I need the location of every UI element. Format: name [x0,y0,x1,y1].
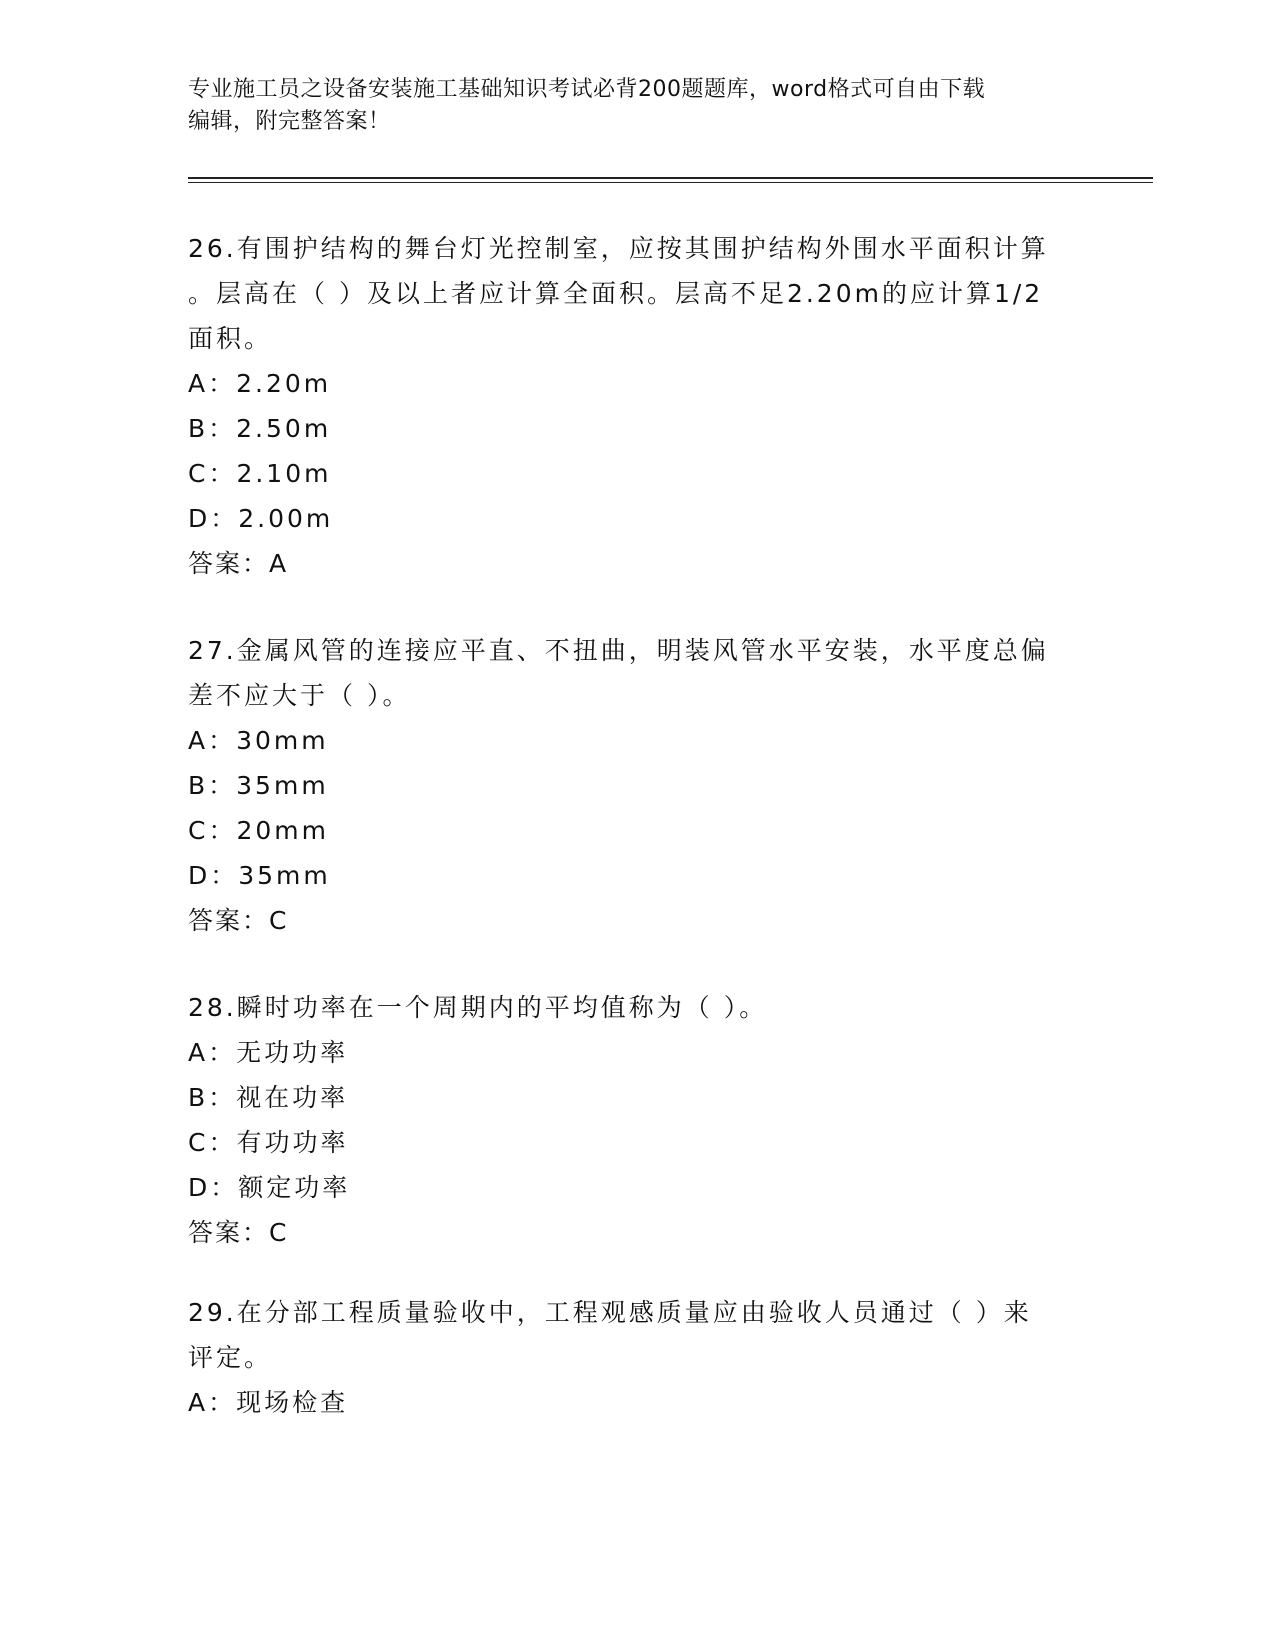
document-header [188,74,1088,138]
answer-line: 答案：C [188,906,289,935]
header-line-2: 编辑，附完整答案！ [188,109,391,134]
question-stem-line: 评定。 [188,1343,273,1372]
question-stem-line: 27.金属风管的连接应平直、不扭曲，明装风管水平安装，水平度总偏 [188,636,1049,665]
option-b: B：视在功率 [188,1083,349,1112]
question-stem-line: 28.瞬时功率在一个周期内的平均值称为（ ）。 [188,993,768,1022]
answer-line: 答案：A [188,549,289,578]
option-a: A：无功功率 [188,1038,349,1067]
question-29 [188,1290,1078,1425]
option-d: D：35mm [188,861,331,890]
header-divider-thick [188,177,1153,179]
option-b: B：35mm [188,771,329,800]
option-c: C：20mm [188,816,329,845]
header-line-1: 专业施工员之设备安装施工基础知识考试必背200题题库，word格式可自由下载 [188,77,986,102]
question-stem-line: 面积。 [188,324,273,353]
question-28 [188,985,1078,1255]
answer-line: 答案：C [188,1218,289,1247]
question-stem-line: 。层高在（ ）及以上者应计算全面积。层高不足2.20m的应计算1/2 [188,279,1044,308]
question-stem-line: 26.有围护结构的舞台灯光控制室，应按其围护结构外围水平面积计算 [188,234,1049,263]
option-d: D：2.00m [188,504,334,533]
question-26 [188,226,1078,586]
question-stem-line: 差不应大于（ ）。 [188,681,411,710]
option-a: A：2.20m [188,369,332,398]
option-a: A：现场检查 [188,1388,349,1417]
option-c: C：2.10m [188,459,332,488]
question-stem-line: 29.在分部工程质量验收中，工程观感质量应由验收人员通过（ ）来 [188,1298,1032,1327]
option-c: C：有功功率 [188,1128,349,1157]
option-b: B：2.50m [188,414,332,443]
option-a: A：30mm [188,726,329,755]
option-d: D：额定功率 [188,1173,351,1202]
header-divider-thin [188,182,1153,183]
question-27 [188,628,1078,943]
